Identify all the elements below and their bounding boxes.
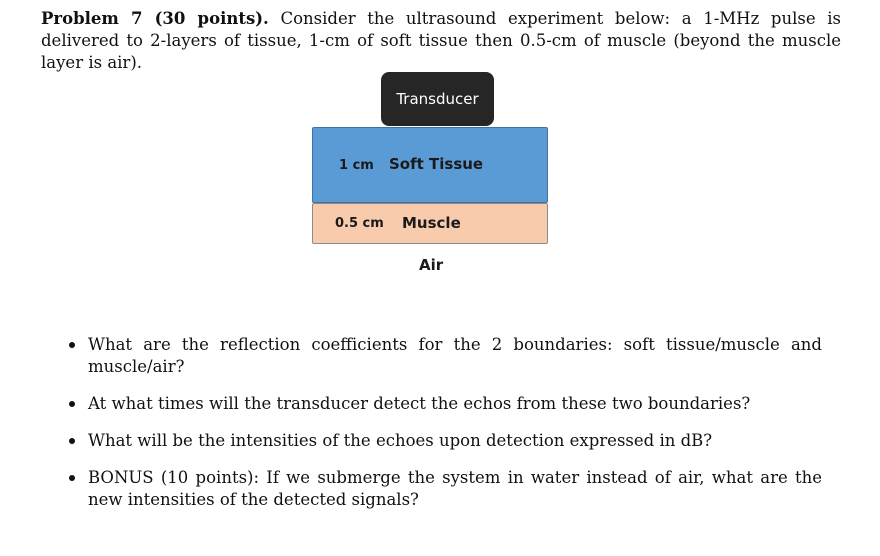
- problem-text: Consider the ultrasound experiment below: a 1-MHz pulse is delivered to 2-layers of tissue, 1-cm of soft tissue then 0.5-cm of muscle (beyond the muscle layer is air).: [41, 9, 841, 72]
- problem-title: Problem 7 (30 points).: [41, 9, 269, 28]
- bullet-icon: [69, 475, 75, 481]
- bullet-icon: [69, 342, 75, 348]
- question-item: [88, 393, 822, 415]
- question-text: What will be the intensities of the echoes upon detection expressed in dB?: [88, 431, 713, 450]
- transducer-label: Transducer: [396, 90, 479, 108]
- bullet-icon: [69, 401, 75, 407]
- air-label: Air: [419, 256, 444, 274]
- question-item: [88, 467, 822, 511]
- question-text: What are the reflection coefficients for the 2 boundaries: soft tissue/muscle and muscle/air?: [88, 335, 822, 376]
- soft-tissue-label: Soft Tissue: [389, 155, 484, 173]
- muscle-thickness: 0.5 cm: [335, 216, 384, 231]
- transducer-box: [381, 72, 494, 126]
- question-item: [88, 334, 822, 378]
- question-text: At what times will the transducer detect the echos from these two boundaries?: [88, 394, 751, 413]
- soft-tissue-thickness: 1 cm: [339, 158, 374, 173]
- question-list: [0, 334, 880, 526]
- question-text: BONUS (10 points): If we submerge the system in water instead of air, what are the new intensities of the detected signals?: [88, 468, 822, 509]
- muscle-label: Muscle: [402, 214, 461, 232]
- bullet-icon: [69, 438, 75, 444]
- question-item: [88, 430, 822, 452]
